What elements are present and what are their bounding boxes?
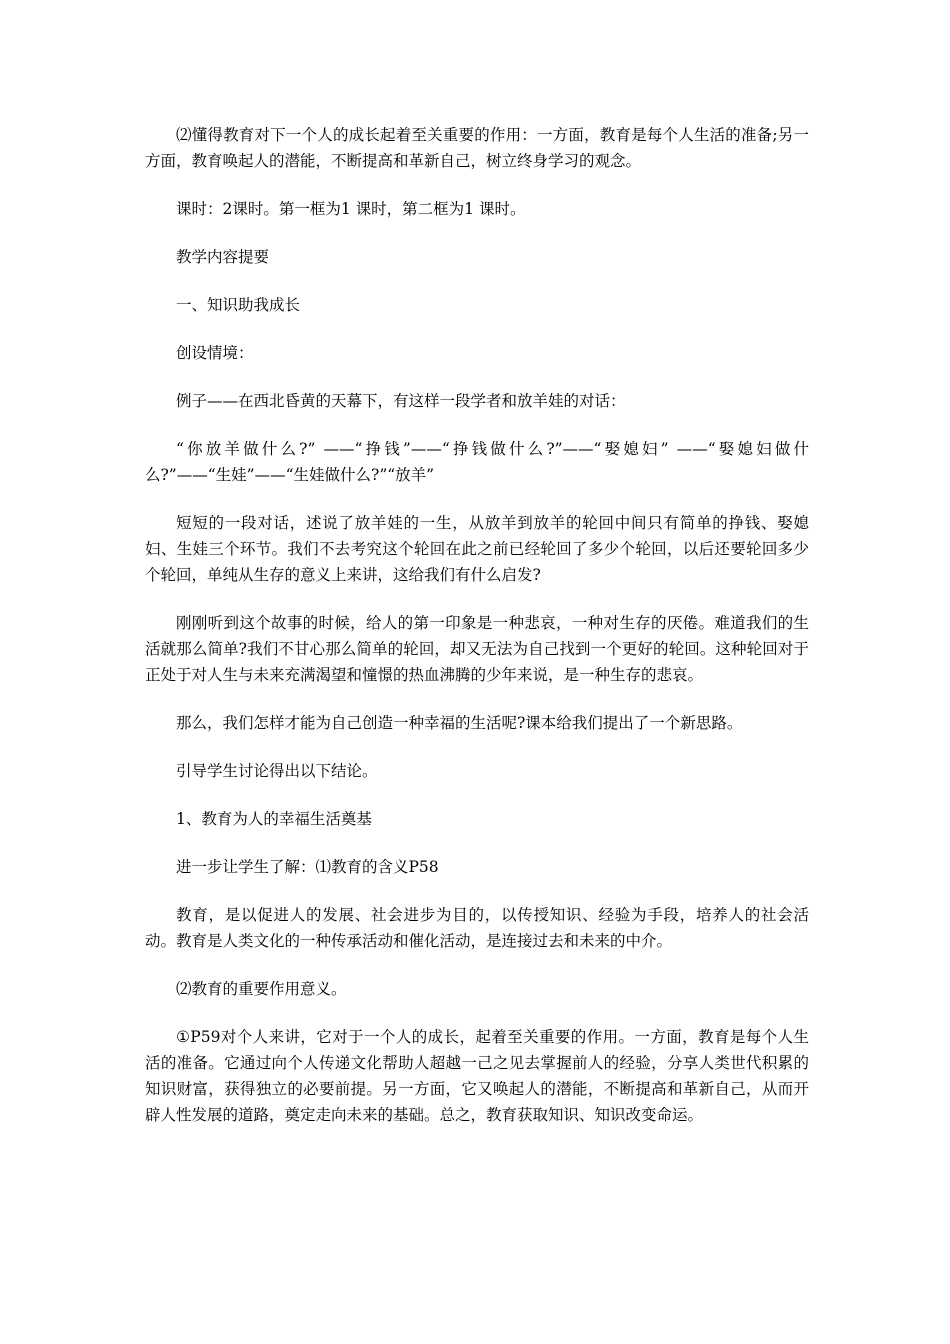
point-heading: 1、教育为人的幸福生活奠基 <box>176 810 372 828</box>
example-intro-paragraph: 例子——在西北昏黄的天幕下，有这样一段学者和放羊娃的对话： <box>176 392 626 410</box>
section-heading: 教学内容提要 <box>176 248 270 266</box>
class-hours-paragraph: 课时：2课时。第一框为1 课时，第二框为1 课时。 <box>176 200 526 218</box>
importance-paragraph: ①P59对个人来讲，它对于一个人的成长，起着至关重要的作用。一方面，教育是每个人生活的准备。它通过向个人传递文化帮助人超越一己之见去掌握前人的经验，分享人类世代积累的知识财富，获得独立的必要前提。另一方面，它又唤起人的潜能，不断提高和革新自己，从而开辟人性发展的道路，奠定走向未来的基础。总之，教育获取知识、知识改变命运。 <box>145 1028 809 1124</box>
dialogue-paragraph: “你放羊做什么?” ——“挣钱”——“挣钱做什么?”——“娶媳妇” ——“娶媳妇做什么?”——“生娃”——“生娃做什么?”“放羊” <box>145 440 809 484</box>
definition-paragraph: 教育，是以促进人的发展、社会进步为目的，以传授知识、经验为手段，培养人的社会活动。教育是人类文化的一种传承活动和催化活动，是连接过去和未来的中介。 <box>145 906 809 950</box>
document-page <box>145 122 809 1150</box>
question-paragraph: 那么，我们怎样才能为自己创造一种幸福的生活呢?课本给我们提出了一个新思路。 <box>176 714 743 732</box>
discussion-paragraph: 引导学生讨论得出以下结论。 <box>176 762 378 780</box>
scenario-label: 创设情境： <box>176 344 254 362</box>
subsection-heading: 一、知识助我成长 <box>176 296 301 314</box>
definition-intro-paragraph: 进一步让学生了解：⑴教育的含义P58 <box>176 858 439 876</box>
reflection-paragraph: 刚刚听到这个故事的时候，给人的第一印象是一种悲哀，一种对生存的厌倦。难道我们的生活就那么简单?我们不甘心那么简单的轮回，却又无法为自己找到一个更好的轮回。这种轮回对于正处于对人生与未来充满渴望和憧憬的热血沸腾的少年来说，是一种生存的悲哀。 <box>145 614 809 684</box>
importance-heading: ⑵教育的重要作用意义。 <box>176 980 347 998</box>
dialogue-commentary-paragraph: 短短的一段对话，述说了放羊娃的一生，从放羊到放羊的轮回中间只有简单的挣钱、娶媳妇、生娃三个环节。我们不去考究这个轮回在此之前已经轮回了多少个轮回，以后还要轮回多少个轮回，单纯从生存的意义上来讲，这给我们有什么启发? <box>145 514 809 584</box>
objective-paragraph: ⑵懂得教育对下一个人的成长起着至关重要的作用：一方面，教育是每个人生活的准备;另一方面，教育唤起人的潜能，不断提高和革新自己，树立终身学习的观念。 <box>145 126 809 170</box>
